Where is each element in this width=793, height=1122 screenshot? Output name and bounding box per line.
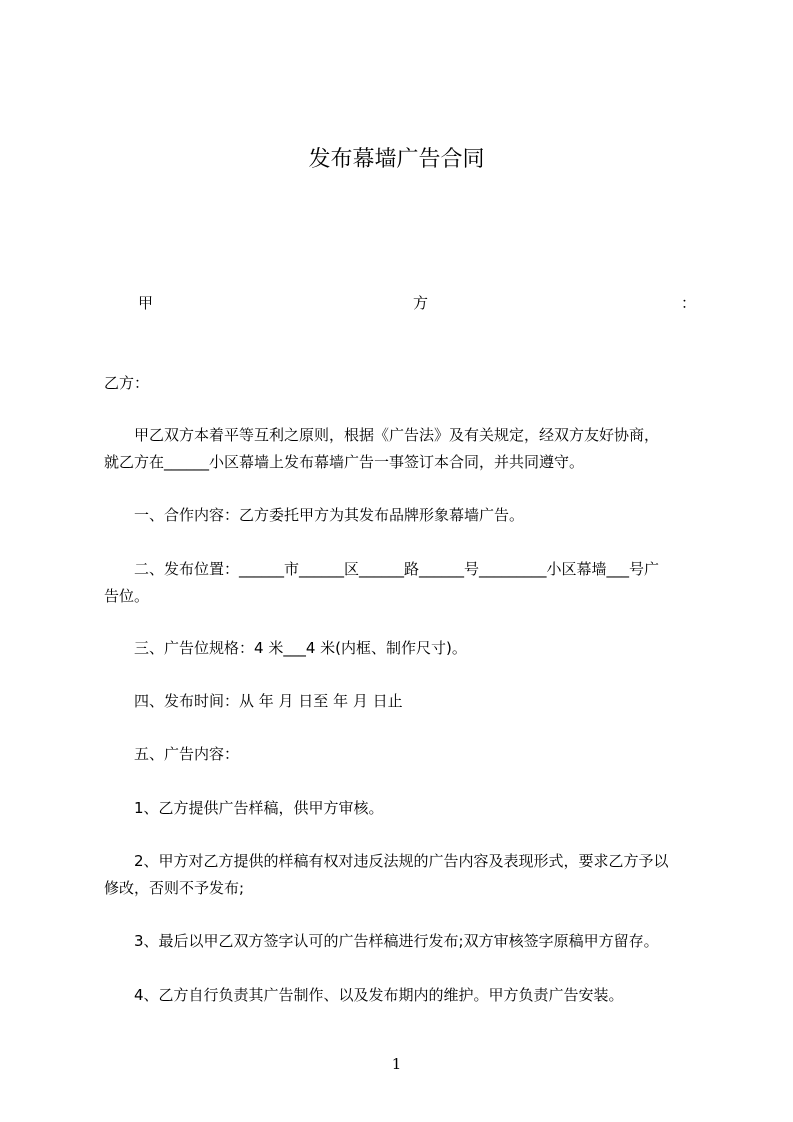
page-number: 1 [391,1055,402,1073]
party-a-line [0,292,793,314]
section-2-location-line-1: 二、发布位置：______市______区______路______号_________小区幕墙___号广 [104,560,660,578]
intro-line-1: 甲乙双方本着平等互利之原则，根据《广告法》及有关规定，经双方友好协商， [104,426,660,444]
item-2-line-1: 2、甲方对乙方提供的样稿有权对违反法规的广告内容及表现形式，要求乙方予以 [104,852,669,870]
section-2-location-line-2: 告位。 [104,587,150,605]
section-1-cooperation: 一、合作内容：乙方委托甲方为其发布品牌形象幕墙广告。 [104,506,525,524]
party-b-line: 乙方： [104,374,150,392]
document-title: 发布幕墙广告合同 [308,147,485,172]
section-5-content: 五、广告内容： [104,745,240,763]
item-3: 3、最后以甲乙双方签字认可的广告样稿进行发布;双方审核签字原稿甲方留存。 [104,932,659,950]
section-3-spec: 三、广告位规格：4 米___4 米(内框、制作尺寸)。 [104,639,467,657]
party-a-char-2: 方 [413,294,429,312]
item-1: 1、乙方提供广告样稿，供甲方审核。 [104,799,384,817]
item-2-line-2: 修改，否则不予发布; [104,879,245,897]
item-4: 4、乙方自行负责其广告制作、以及发布期内的维护。甲方负责广告安装。 [104,986,624,1004]
section-4-time: 四、发布时间：从 年 月 日至 年 月 日止 [104,692,403,710]
party-a-colon: ： [681,294,697,312]
intro-line-2: 就乙方在______小区幕墙上发布幕墙广告一事签订本合同，并共同遵守。 [104,453,585,471]
party-a-char-1: 甲 [138,294,154,312]
